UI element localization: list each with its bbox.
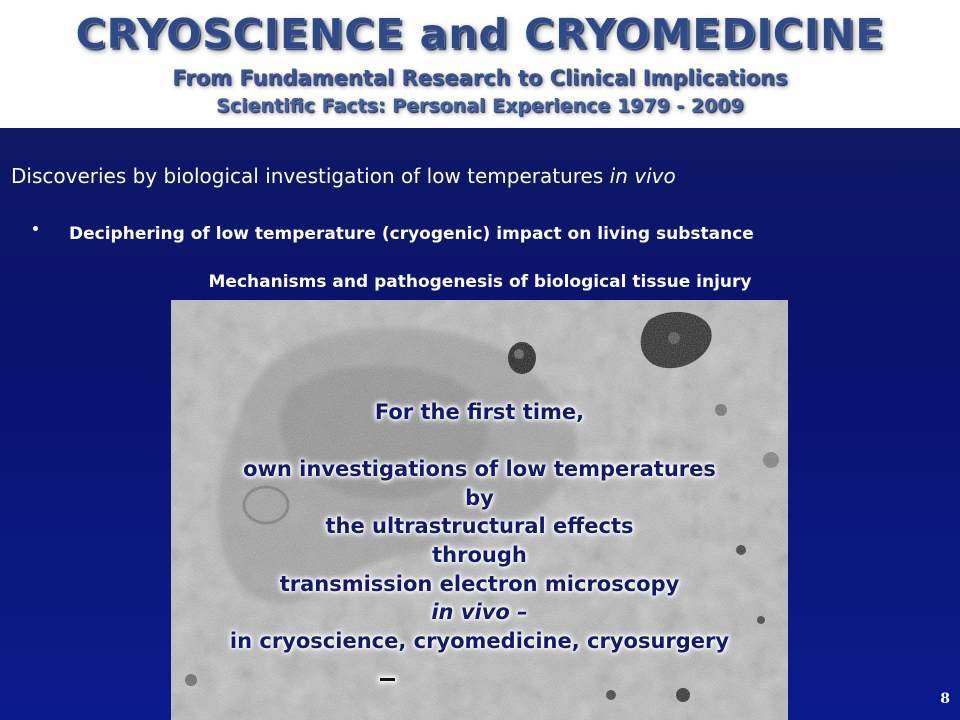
mechanisms-caption: Mechanisms and pathogenesis of biological tissue injury — [208, 272, 752, 292]
electron-micrograph — [171, 300, 788, 720]
image-caption-line-4: the ultrastructural effects — [325, 514, 634, 538]
image-caption-line-2: own investigations of low temperatures — [243, 457, 716, 481]
section-heading-text: Discoveries by biological investigation of low temperatures — [11, 164, 610, 188]
slide-tagline: Scientific Facts: Personal Experience 1979 - 2009 — [216, 95, 744, 117]
slide-body — [0, 128, 960, 720]
image-caption-line-5: through — [432, 543, 527, 567]
scale-bar — [380, 678, 395, 681]
image-caption-line-6: transmission electron microscopy — [279, 572, 680, 596]
page-number: 8 — [940, 691, 950, 707]
image-caption-line-3: by — [465, 486, 494, 510]
image-caption-line-8: in cryoscience, cryomedicine, cryosurgery — [229, 629, 730, 653]
bullet-icon — [33, 226, 38, 231]
slide-subtitle: From Fundamental Research to Clinical Implications — [172, 66, 788, 90]
section-heading-italic: in vivo — [609, 164, 676, 188]
image-caption-line-7 — [171, 598, 788, 627]
image-caption-line-7-text: in vivo – — [431, 600, 528, 624]
image-caption-line-1: For the first time, — [374, 400, 585, 424]
bullet-item: Deciphering of low temperature (cryogenic) impact on living substance — [69, 224, 754, 244]
title-banner — [0, 0, 960, 128]
section-heading — [11, 164, 676, 188]
slide-title: CRYOSCIENCE and CRYOMEDICINE — [75, 10, 885, 58]
